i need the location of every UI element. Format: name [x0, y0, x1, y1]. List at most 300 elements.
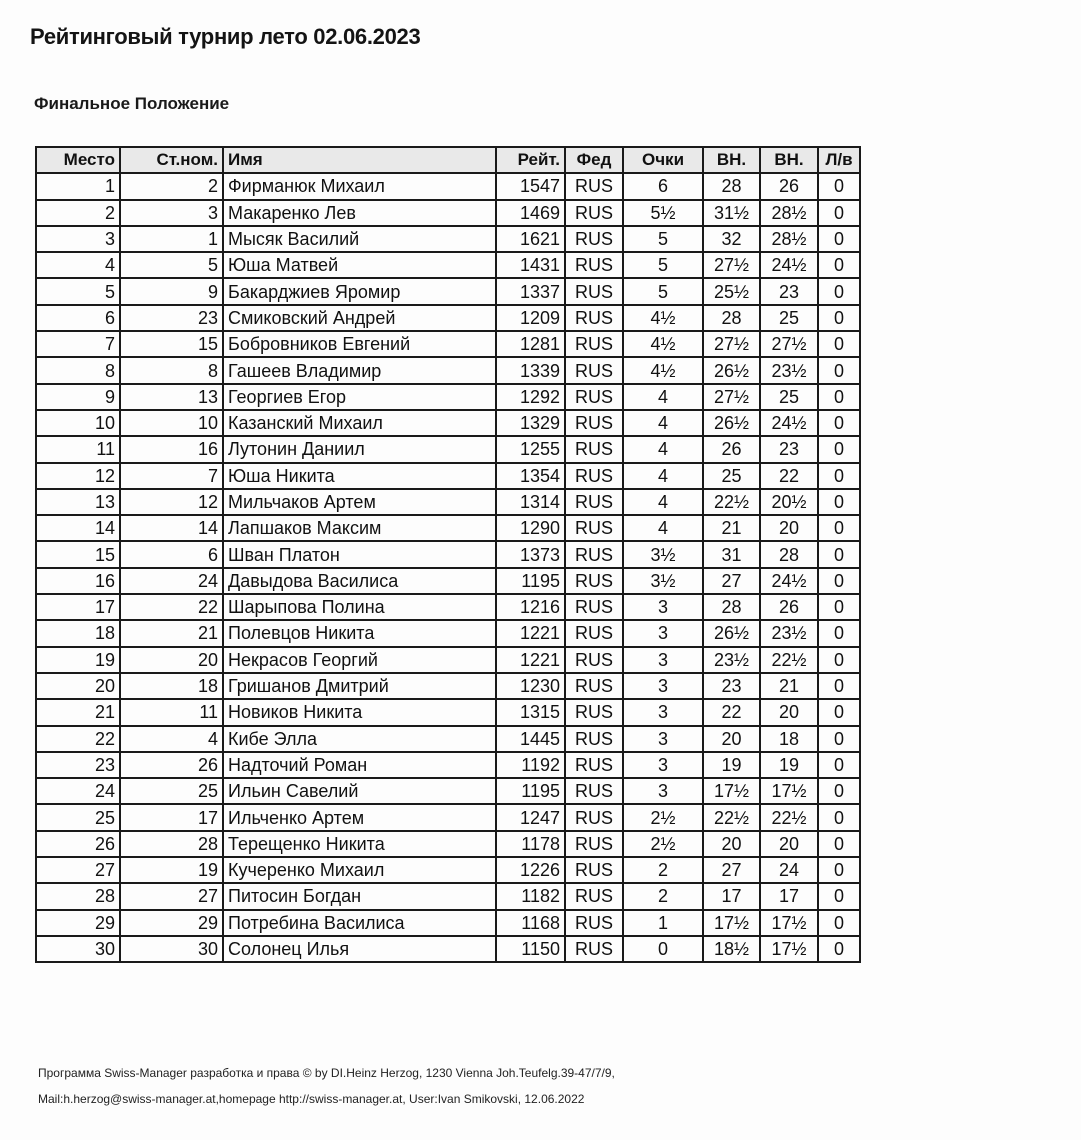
cell-points: 3 — [623, 594, 703, 620]
cell-lv: 0 — [818, 331, 860, 357]
cell-start-no: 13 — [120, 384, 223, 410]
cell-start-no: 15 — [120, 331, 223, 357]
cell-name: Юша Никита — [223, 463, 496, 489]
cell-name: Макаренко Лев — [223, 200, 496, 226]
table-row — [36, 804, 860, 830]
cell-buchholz-2: 26 — [760, 594, 818, 620]
table-row — [36, 620, 860, 646]
table-row — [36, 226, 860, 252]
cell-fed: RUS — [565, 647, 623, 673]
cell-lv: 0 — [818, 173, 860, 199]
cell-name: Юша Матвей — [223, 252, 496, 278]
cell-start-no: 11 — [120, 699, 223, 725]
cell-buchholz-1: 28 — [703, 305, 760, 331]
document-subtitle: Финальное Положение — [34, 94, 230, 113]
table-row — [36, 331, 860, 357]
cell-buchholz-1: 25½ — [703, 278, 760, 304]
cell-buchholz-1: 27 — [703, 568, 760, 594]
cell-points: 2½ — [623, 804, 703, 830]
cell-name: Кибе Элла — [223, 726, 496, 752]
standings-body — [36, 173, 860, 962]
cell-buchholz-2: 20 — [760, 515, 818, 541]
cell-place: 11 — [36, 436, 120, 462]
cell-lv: 0 — [818, 699, 860, 725]
cell-buchholz-2: 26 — [760, 173, 818, 199]
cell-rating: 1290 — [496, 515, 565, 541]
cell-buchholz-1: 31 — [703, 541, 760, 567]
cell-name: Некрасов Георгий — [223, 647, 496, 673]
cell-fed: RUS — [565, 410, 623, 436]
cell-points: 2 — [623, 857, 703, 883]
cell-fed: RUS — [565, 936, 623, 962]
cell-buchholz-2: 22½ — [760, 804, 818, 830]
cell-buchholz-2: 22½ — [760, 647, 818, 673]
cell-buchholz-1: 28 — [703, 594, 760, 620]
cell-fed: RUS — [565, 831, 623, 857]
table-row — [36, 910, 860, 936]
cell-place: 22 — [36, 726, 120, 752]
cell-place: 21 — [36, 699, 120, 725]
cell-place: 4 — [36, 252, 120, 278]
cell-points: 4½ — [623, 331, 703, 357]
cell-buchholz-2: 17½ — [760, 778, 818, 804]
cell-name: Бобровников Евгений — [223, 331, 496, 357]
cell-points: 4 — [623, 384, 703, 410]
cell-rating: 1255 — [496, 436, 565, 462]
cell-name: Бакарджиев Яромир — [223, 278, 496, 304]
cell-lv: 0 — [818, 594, 860, 620]
cell-place: 25 — [36, 804, 120, 830]
cell-buchholz-2: 18 — [760, 726, 818, 752]
cell-rating: 1339 — [496, 357, 565, 383]
cell-rating: 1314 — [496, 489, 565, 515]
cell-name: Лапшаков Максим — [223, 515, 496, 541]
cell-points: 5 — [623, 278, 703, 304]
table-row — [36, 384, 860, 410]
cell-place: 8 — [36, 357, 120, 383]
cell-start-no: 30 — [120, 936, 223, 962]
cell-buchholz-1: 20 — [703, 726, 760, 752]
cell-fed: RUS — [565, 752, 623, 778]
table-row — [36, 857, 860, 883]
cell-rating: 1195 — [496, 778, 565, 804]
cell-fed: RUS — [565, 489, 623, 515]
cell-buchholz-2: 20½ — [760, 489, 818, 515]
cell-start-no: 3 — [120, 200, 223, 226]
cell-start-no: 14 — [120, 515, 223, 541]
footer-copyright: Программа Swiss-Manager разработка и права © by DI.Heinz Herzog, 1230 Vienna Joh.Teufelg.39-47/7/9, — [38, 1066, 615, 1080]
cell-rating: 1226 — [496, 857, 565, 883]
cell-buchholz-2: 23 — [760, 436, 818, 462]
cell-fed: RUS — [565, 568, 623, 594]
cell-name: Георгиев Егор — [223, 384, 496, 410]
cell-buchholz-1: 22½ — [703, 804, 760, 830]
table-row — [36, 410, 860, 436]
cell-fed: RUS — [565, 200, 623, 226]
cell-fed: RUS — [565, 726, 623, 752]
table-row — [36, 173, 860, 199]
cell-place: 14 — [36, 515, 120, 541]
cell-rating: 1329 — [496, 410, 565, 436]
cell-buchholz-1: 27½ — [703, 384, 760, 410]
cell-fed: RUS — [565, 515, 623, 541]
cell-rating: 1178 — [496, 831, 565, 857]
table-row — [36, 278, 860, 304]
cell-buchholz-2: 17 — [760, 883, 818, 909]
cell-buchholz-2: 20 — [760, 699, 818, 725]
cell-points: 4 — [623, 410, 703, 436]
cell-rating: 1292 — [496, 384, 565, 410]
table-row — [36, 726, 860, 752]
table-row — [36, 541, 860, 567]
cell-start-no: 19 — [120, 857, 223, 883]
table-row — [36, 463, 860, 489]
cell-rating: 1281 — [496, 331, 565, 357]
cell-buchholz-2: 23 — [760, 278, 818, 304]
cell-buchholz-1: 17 — [703, 883, 760, 909]
cell-place: 30 — [36, 936, 120, 962]
cell-lv: 0 — [818, 226, 860, 252]
cell-place: 1 — [36, 173, 120, 199]
cell-buchholz-2: 24 — [760, 857, 818, 883]
cell-place: 3 — [36, 226, 120, 252]
cell-lv: 0 — [818, 568, 860, 594]
cell-buchholz-2: 28½ — [760, 226, 818, 252]
cell-points: 3 — [623, 726, 703, 752]
table-row — [36, 778, 860, 804]
cell-fed: RUS — [565, 857, 623, 883]
cell-fed: RUS — [565, 357, 623, 383]
cell-start-no: 28 — [120, 831, 223, 857]
cell-place: 27 — [36, 857, 120, 883]
cell-rating: 1168 — [496, 910, 565, 936]
cell-start-no: 29 — [120, 910, 223, 936]
cell-start-no: 25 — [120, 778, 223, 804]
cell-lv: 0 — [818, 910, 860, 936]
cell-fed: RUS — [565, 463, 623, 489]
cell-fed: RUS — [565, 384, 623, 410]
cell-start-no: 17 — [120, 804, 223, 830]
cell-rating: 1216 — [496, 594, 565, 620]
cell-lv: 0 — [818, 489, 860, 515]
cell-start-no: 23 — [120, 305, 223, 331]
cell-rating: 1547 — [496, 173, 565, 199]
header-rating: Рейт. — [496, 147, 565, 173]
standings-table — [35, 146, 861, 963]
cell-buchholz-1: 27½ — [703, 252, 760, 278]
header-points: Очки — [623, 147, 703, 173]
cell-place: 15 — [36, 541, 120, 567]
cell-buchholz-1: 27½ — [703, 331, 760, 357]
cell-buchholz-2: 25 — [760, 384, 818, 410]
cell-fed: RUS — [565, 436, 623, 462]
cell-buchholz-2: 20 — [760, 831, 818, 857]
cell-buchholz-1: 26 — [703, 436, 760, 462]
cell-lv: 0 — [818, 804, 860, 830]
cell-points: 4½ — [623, 357, 703, 383]
cell-rating: 1247 — [496, 804, 565, 830]
cell-name: Новиков Никита — [223, 699, 496, 725]
cell-name: Шван Платон — [223, 541, 496, 567]
cell-start-no: 18 — [120, 673, 223, 699]
table-row — [36, 515, 860, 541]
cell-start-no: 27 — [120, 883, 223, 909]
cell-buchholz-1: 22 — [703, 699, 760, 725]
cell-buchholz-1: 23 — [703, 673, 760, 699]
cell-fed: RUS — [565, 699, 623, 725]
cell-rating: 1431 — [496, 252, 565, 278]
cell-lv: 0 — [818, 883, 860, 909]
cell-name: Питосин Богдан — [223, 883, 496, 909]
cell-points: 1 — [623, 910, 703, 936]
cell-points: 5 — [623, 226, 703, 252]
cell-fed: RUS — [565, 594, 623, 620]
cell-start-no: 8 — [120, 357, 223, 383]
cell-place: 29 — [36, 910, 120, 936]
cell-buchholz-2: 23½ — [760, 620, 818, 646]
cell-buchholz-1: 18½ — [703, 936, 760, 962]
cell-lv: 0 — [818, 410, 860, 436]
cell-points: 3½ — [623, 541, 703, 567]
cell-name: Лутонин Даниил — [223, 436, 496, 462]
table-row — [36, 568, 860, 594]
cell-place: 16 — [36, 568, 120, 594]
cell-points: 4 — [623, 463, 703, 489]
cell-start-no: 12 — [120, 489, 223, 515]
header-buchholz-1: ВН. — [703, 147, 760, 173]
cell-rating: 1354 — [496, 463, 565, 489]
cell-points: 4 — [623, 489, 703, 515]
cell-buchholz-1: 19 — [703, 752, 760, 778]
cell-place: 17 — [36, 594, 120, 620]
cell-lv: 0 — [818, 357, 860, 383]
table-row — [36, 647, 860, 673]
cell-buchholz-2: 27½ — [760, 331, 818, 357]
cell-place: 5 — [36, 278, 120, 304]
cell-name: Гашеев Владимир — [223, 357, 496, 383]
cell-name: Ильченко Артем — [223, 804, 496, 830]
table-row — [36, 357, 860, 383]
table-row — [36, 200, 860, 226]
cell-start-no: 6 — [120, 541, 223, 567]
cell-rating: 1230 — [496, 673, 565, 699]
cell-lv: 0 — [818, 200, 860, 226]
cell-buchholz-2: 17½ — [760, 936, 818, 962]
cell-fed: RUS — [565, 226, 623, 252]
cell-fed: RUS — [565, 673, 623, 699]
cell-fed: RUS — [565, 804, 623, 830]
cell-fed: RUS — [565, 173, 623, 199]
cell-buchholz-1: 23½ — [703, 647, 760, 673]
cell-buchholz-2: 25 — [760, 305, 818, 331]
cell-name: Солонец Илья — [223, 936, 496, 962]
cell-lv: 0 — [818, 752, 860, 778]
cell-name: Гришанов Дмитрий — [223, 673, 496, 699]
cell-name: Давыдова Василиса — [223, 568, 496, 594]
document-title: Рейтинговый турнир лето 02.06.2023 — [30, 24, 421, 49]
cell-points: 3 — [623, 752, 703, 778]
cell-lv: 0 — [818, 463, 860, 489]
cell-buchholz-1: 26½ — [703, 357, 760, 383]
cell-points: 4 — [623, 515, 703, 541]
cell-points: 3 — [623, 620, 703, 646]
cell-lv: 0 — [818, 541, 860, 567]
cell-lv: 0 — [818, 620, 860, 646]
table-row — [36, 436, 860, 462]
cell-name: Шарыпова Полина — [223, 594, 496, 620]
cell-fed: RUS — [565, 305, 623, 331]
cell-name: Мысяк Василий — [223, 226, 496, 252]
cell-place: 24 — [36, 778, 120, 804]
table-row — [36, 489, 860, 515]
header-name: Имя — [223, 147, 496, 173]
table-row — [36, 305, 860, 331]
table-row — [36, 252, 860, 278]
cell-rating: 1192 — [496, 752, 565, 778]
table-row — [36, 594, 860, 620]
cell-rating: 1445 — [496, 726, 565, 752]
cell-start-no: 22 — [120, 594, 223, 620]
cell-fed: RUS — [565, 278, 623, 304]
cell-rating: 1221 — [496, 647, 565, 673]
cell-points: 3 — [623, 647, 703, 673]
cell-name: Фирманюк Михаил — [223, 173, 496, 199]
cell-fed: RUS — [565, 541, 623, 567]
cell-start-no: 16 — [120, 436, 223, 462]
header-place: Место — [36, 147, 120, 173]
cell-place: 2 — [36, 200, 120, 226]
cell-place: 12 — [36, 463, 120, 489]
cell-buchholz-1: 17½ — [703, 910, 760, 936]
cell-buchholz-2: 28 — [760, 541, 818, 567]
cell-rating: 1315 — [496, 699, 565, 725]
cell-buchholz-1: 21 — [703, 515, 760, 541]
cell-start-no: 5 — [120, 252, 223, 278]
cell-start-no: 7 — [120, 463, 223, 489]
cell-points: 3½ — [623, 568, 703, 594]
cell-start-no: 9 — [120, 278, 223, 304]
cell-rating: 1150 — [496, 936, 565, 962]
cell-start-no: 10 — [120, 410, 223, 436]
cell-start-no: 21 — [120, 620, 223, 646]
cell-name: Терещенко Никита — [223, 831, 496, 857]
table-row — [36, 699, 860, 725]
cell-place: 6 — [36, 305, 120, 331]
cell-place: 7 — [36, 331, 120, 357]
cell-start-no: 4 — [120, 726, 223, 752]
cell-buchholz-1: 25 — [703, 463, 760, 489]
cell-lv: 0 — [818, 384, 860, 410]
cell-points: 2½ — [623, 831, 703, 857]
table-row — [36, 936, 860, 962]
cell-lv: 0 — [818, 936, 860, 962]
cell-start-no: 2 — [120, 173, 223, 199]
cell-lv: 0 — [818, 831, 860, 857]
cell-place: 18 — [36, 620, 120, 646]
cell-rating: 1469 — [496, 200, 565, 226]
header-fed: Фед — [565, 147, 623, 173]
cell-rating: 1209 — [496, 305, 565, 331]
header-buchholz-2: ВН. — [760, 147, 818, 173]
cell-lv: 0 — [818, 778, 860, 804]
cell-buchholz-2: 19 — [760, 752, 818, 778]
cell-place: 20 — [36, 673, 120, 699]
cell-name: Ильин Савелий — [223, 778, 496, 804]
cell-rating: 1221 — [496, 620, 565, 646]
cell-rating: 1337 — [496, 278, 565, 304]
cell-buchholz-1: 32 — [703, 226, 760, 252]
table-row — [36, 752, 860, 778]
cell-points: 2 — [623, 883, 703, 909]
cell-fed: RUS — [565, 252, 623, 278]
cell-place: 9 — [36, 384, 120, 410]
cell-points: 5 — [623, 252, 703, 278]
cell-lv: 0 — [818, 647, 860, 673]
table-row — [36, 883, 860, 909]
cell-lv: 0 — [818, 305, 860, 331]
footer-contact: Mail:h.herzog@swiss-manager.at,homepage http://swiss-manager.at, User:Ivan Smikovski, 12.06.2022 — [38, 1092, 585, 1106]
cell-name: Казанский Михаил — [223, 410, 496, 436]
cell-fed: RUS — [565, 620, 623, 646]
cell-buchholz-1: 26½ — [703, 620, 760, 646]
cell-start-no: 26 — [120, 752, 223, 778]
header-lv: Л/в — [818, 147, 860, 173]
cell-lv: 0 — [818, 515, 860, 541]
cell-lv: 0 — [818, 252, 860, 278]
cell-buchholz-1: 31½ — [703, 200, 760, 226]
cell-points: 4½ — [623, 305, 703, 331]
cell-place: 23 — [36, 752, 120, 778]
standings-header — [36, 147, 860, 173]
cell-lv: 0 — [818, 436, 860, 462]
cell-points: 3 — [623, 699, 703, 725]
cell-lv: 0 — [818, 726, 860, 752]
cell-name: Полевцов Никита — [223, 620, 496, 646]
cell-rating: 1195 — [496, 568, 565, 594]
cell-rating: 1182 — [496, 883, 565, 909]
header-row — [36, 147, 860, 173]
cell-rating: 1621 — [496, 226, 565, 252]
cell-fed: RUS — [565, 331, 623, 357]
cell-lv: 0 — [818, 857, 860, 883]
cell-start-no: 20 — [120, 647, 223, 673]
cell-buchholz-2: 22 — [760, 463, 818, 489]
cell-name: Смиковский Андрей — [223, 305, 496, 331]
cell-name: Кучеренко Михаил — [223, 857, 496, 883]
cell-place: 26 — [36, 831, 120, 857]
cell-place: 19 — [36, 647, 120, 673]
cell-points: 3 — [623, 778, 703, 804]
cell-rating: 1373 — [496, 541, 565, 567]
cell-buchholz-2: 24½ — [760, 410, 818, 436]
cell-name: Мильчаков Артем — [223, 489, 496, 515]
cell-buchholz-2: 24½ — [760, 568, 818, 594]
cell-buchholz-1: 26½ — [703, 410, 760, 436]
cell-buchholz-2: 17½ — [760, 910, 818, 936]
cell-points: 3 — [623, 673, 703, 699]
cell-points: 6 — [623, 173, 703, 199]
table-row — [36, 673, 860, 699]
cell-points: 5½ — [623, 200, 703, 226]
cell-fed: RUS — [565, 883, 623, 909]
header-start-no: Ст.ном. — [120, 147, 223, 173]
cell-points: 0 — [623, 936, 703, 962]
cell-name: Надточий Роман — [223, 752, 496, 778]
cell-buchholz-2: 24½ — [760, 252, 818, 278]
cell-buchholz-1: 17½ — [703, 778, 760, 804]
cell-points: 4 — [623, 436, 703, 462]
cell-buchholz-1: 22½ — [703, 489, 760, 515]
